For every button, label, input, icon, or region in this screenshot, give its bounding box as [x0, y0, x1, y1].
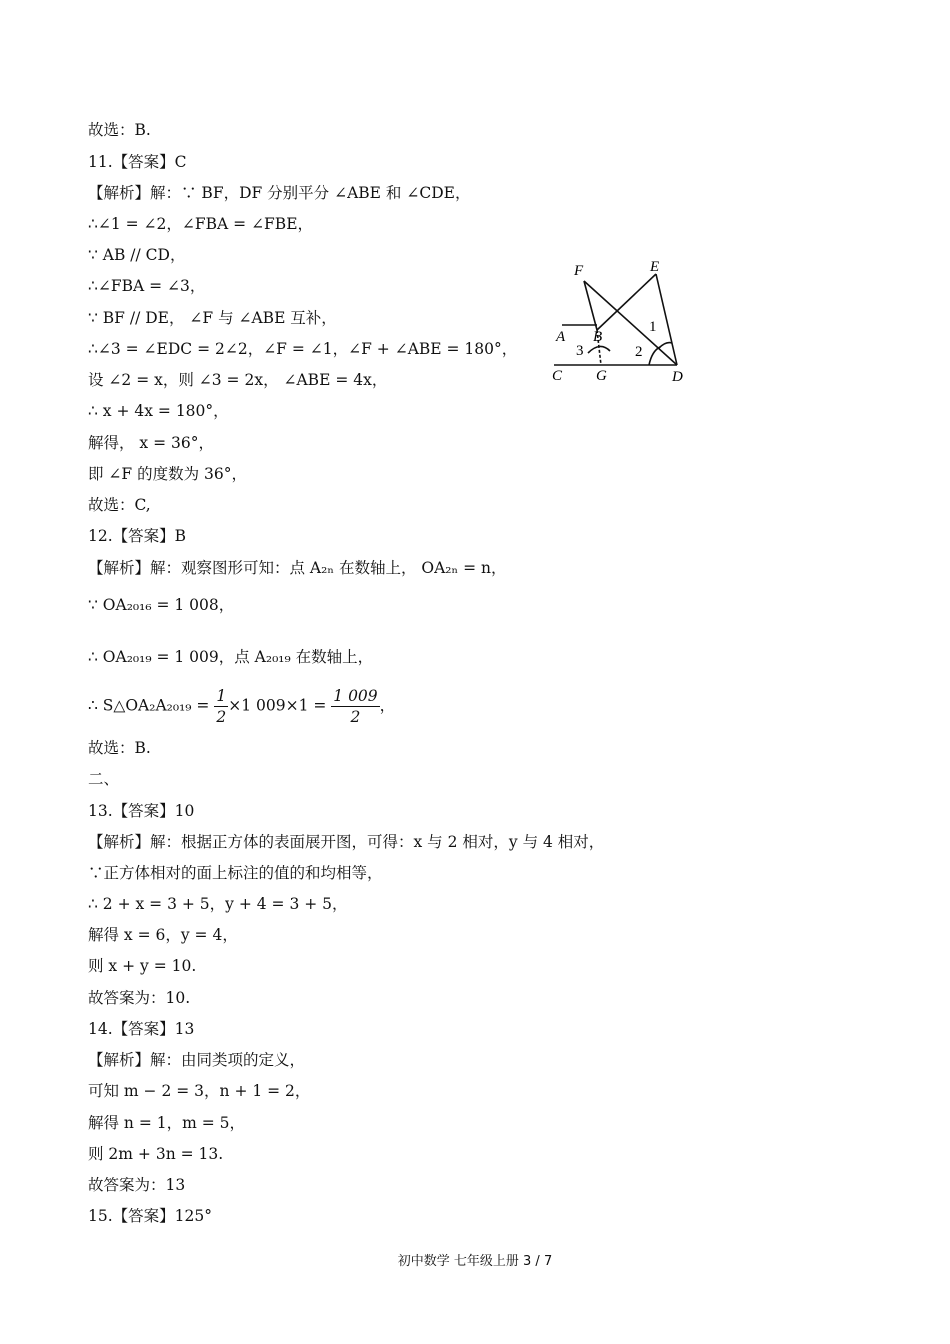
text-line: ∵ AB // CD， — [88, 246, 186, 264]
label-angle-3: 3 — [576, 343, 584, 359]
formula-start: ∴ S△OA₂A₂₀₁₉ = — [88, 696, 215, 715]
text-line: ∴∠1 = ∠2，∠FBA = ∠FBE， — [88, 215, 314, 233]
text-line: 解得， x = 36°， — [88, 434, 214, 452]
label-A: A — [556, 329, 566, 345]
text-line: 【解析】解：观察图形可知：点 A₂ₙ 在数轴上， OA₂ₙ = n， — [88, 559, 507, 577]
text-line: ∵正方体相对的面上标注的值的和均相等， — [88, 864, 383, 882]
text-line: 【解析】解：根据正方体的表面展开图，可得：x 与 2 相对，y 与 4 相对， — [88, 833, 605, 851]
label-G: G — [596, 368, 607, 384]
text-line: 则 x + y = 10. — [88, 957, 197, 975]
label-D: D — [672, 369, 683, 385]
line-ED — [656, 274, 677, 365]
angle-arc-1 — [659, 343, 672, 348]
text-line: 12.【答案】B — [88, 527, 187, 545]
text-line: 故选：B. — [88, 739, 151, 757]
text-line: 设 ∠2 = x，则 ∠3 = 2x， ∠ABE = 4x， — [88, 371, 388, 389]
line-BE — [597, 274, 656, 330]
angle-arc-2 — [649, 347, 660, 365]
text-line: 解得 n = 1，m = 5， — [88, 1114, 246, 1132]
text-line: 【解析】解：由同类项的定义， — [88, 1051, 306, 1069]
text-line: 解得 x = 6，y = 4， — [88, 926, 238, 944]
line-FB — [584, 281, 597, 330]
text-line: 可知 m − 2 = 3，n + 1 = 2， — [88, 1082, 311, 1100]
label-E: E — [650, 259, 660, 275]
text-line: 13.【答案】10 — [88, 802, 195, 820]
text-line: 11.【答案】C — [88, 153, 187, 171]
fraction-result: $\frac{1 009}{2}$ — [333, 687, 378, 726]
section-heading: 二、 — [88, 770, 120, 788]
line-FD — [584, 281, 677, 365]
text-line: 故选：C, — [88, 496, 151, 514]
fraction-one-half: $\frac{1}{2}$ — [216, 687, 227, 726]
text-line: ∴ x + 4x = 180°， — [88, 402, 229, 420]
text-line: 【解析】解：∵ BF，DF 分别平分 ∠ABE 和 ∠CDE， — [88, 184, 471, 202]
text-line: ∴∠3 = ∠EDC = 2∠2，∠F = ∠1，∠F + ∠ABE = 180°， — [88, 340, 518, 358]
formula-middle: ×1 009×1 = — [228, 696, 332, 715]
area-formula-line — [88, 686, 395, 727]
text-line: ∴ 2 + x = 3 + 5，y + 4 = 3 + 5， — [88, 895, 348, 913]
text-line: 故选：B. — [88, 121, 151, 139]
label-angle-2: 2 — [635, 344, 643, 360]
text-line: 15.【答案】125° — [88, 1207, 212, 1225]
text-line: ∴ OA₂₀₁₉ = 1 009，点 A₂₀₁₉ 在数轴上， — [88, 648, 374, 666]
text-line: 则 2m + 3n = 13. — [88, 1145, 224, 1163]
text-line: 14.【答案】13 — [88, 1020, 195, 1038]
text-line: 即 ∠F 的度数为 36°， — [88, 465, 247, 483]
page-footer: 初中数学 七年级上册 3 / 7 — [397, 1254, 553, 1269]
text-line: ∵ BF // DE， ∠F 与 ∠ABE 互补， — [88, 309, 337, 327]
text-line: ∴∠FBA = ∠3， — [88, 277, 206, 295]
geometry-figure — [548, 255, 693, 385]
label-B: B — [593, 329, 603, 345]
text-line: 故答案为：13 — [88, 1176, 186, 1194]
label-C: C — [552, 368, 563, 384]
formula-end: ， — [379, 696, 396, 715]
text-line: ∵ OA₂₀₁₆ = 1 008， — [88, 596, 235, 614]
label-F: F — [574, 263, 584, 279]
text-line: 故答案为：10. — [88, 989, 191, 1007]
label-angle-1: 1 — [649, 319, 657, 335]
